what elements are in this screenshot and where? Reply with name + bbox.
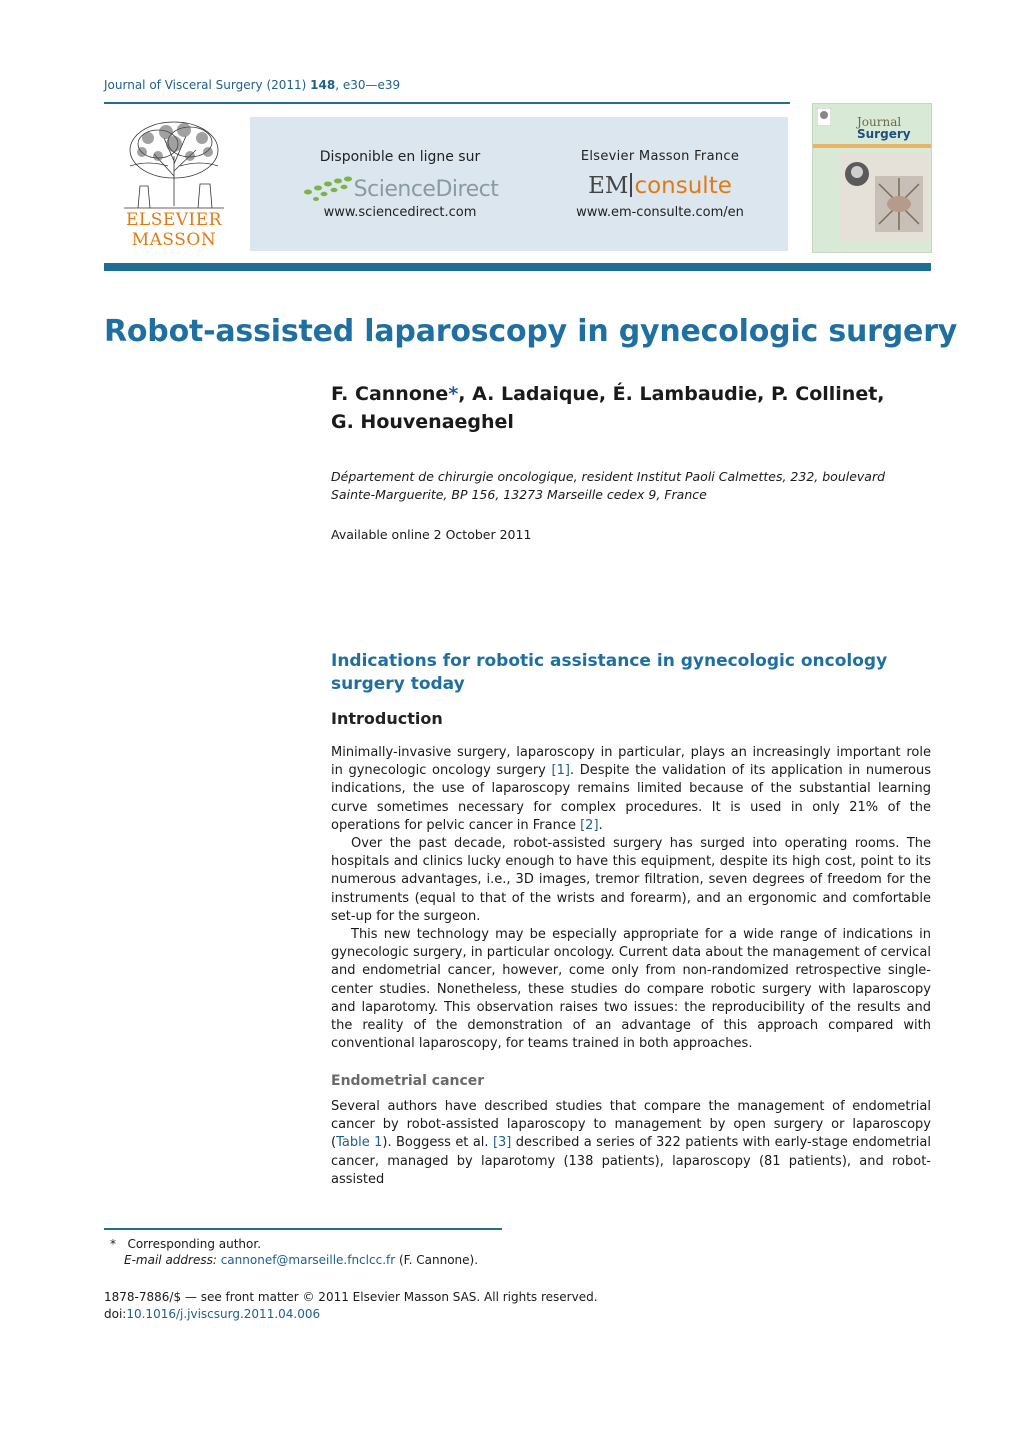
sciencedirect-logo[interactable] (290, 172, 510, 204)
consulte-wordmark: consulte (634, 173, 732, 199)
p4-text-b: ). Boggess et al. (382, 1135, 493, 1151)
journal-name: Journal of Visceral Surgery (2011) (104, 78, 311, 92)
disponible-label: Disponible en ligne sur (319, 149, 481, 165)
p1-text-c: . (598, 817, 603, 833)
cover-title-journal: Journal (857, 115, 902, 129)
journal-pages: , e30—e39 (335, 78, 401, 92)
sciencedirect-url[interactable]: www.sciencedirect.com (323, 205, 477, 220)
issn-copyright: 1878-7886/$ — see front matter © 2011 Elsevier Masson SAS. All rights reserved. (104, 1290, 598, 1304)
email-label: E-mail address: (124, 1253, 221, 1267)
journal-citation[interactable] (104, 78, 400, 92)
cover-illustration (839, 154, 929, 242)
subsection-introduction: Introduction (331, 709, 443, 728)
introduction-body (331, 744, 931, 1053)
endometrial-body (331, 1098, 931, 1189)
footnote-star: * (110, 1237, 116, 1251)
doi-label: doi: (104, 1306, 127, 1321)
paragraph-4 (331, 1098, 931, 1189)
affiliation: Département de chirurgie oncologique, resident Institut Paoli Calmettes, 232, boulevard Sainte-Marguerite, BP 156, 13273 Marseille cedex 9, France (331, 469, 886, 502)
elsevier-word: ELSEVIER (126, 210, 222, 230)
em-consulte-url[interactable]: www.em-consulte.com/en (576, 205, 744, 220)
p1-text-b: . Despite the validation of its application in numerous indications, the use of laparoscopy remains limited because of the substantial learning curve sometimes necessary for complex procedures. It is used in only 21% of the operations for pelvic cancer in France (331, 763, 931, 833)
author-list (331, 380, 931, 436)
corresponding-author-mark[interactable]: * (448, 383, 459, 405)
reference-link-3[interactable]: [3] (492, 1135, 512, 1151)
subsection-endometrial-cancer: Endometrial cancer (331, 1073, 485, 1089)
em-logo-divider (630, 173, 632, 197)
sciencedirect-wordmark: ScienceDirect (353, 177, 499, 202)
email-tail: (F. Cannone). (395, 1253, 479, 1267)
article-title: Robot-assisted laparoscopy in gynecologic surgery (104, 314, 958, 349)
authors-rest[interactable]: , A. Ladaique, É. Lambaudie, P. Collinet, (458, 383, 885, 405)
corresponding-author-footnote (110, 1236, 478, 1268)
elsevier-masson-france-label: Elsevier Masson France (580, 149, 740, 164)
em-wordmark: EM (588, 173, 629, 199)
p1-text-a: Minimally-invasive surgery, laparoscopy in particular, plays an increasingly important role in gynecologic oncology surgery (331, 745, 931, 779)
paragraph-2: Over the past decade, robot-assisted surgery has surged into operating rooms. The hospitals and clinics lucky enough to have this equipment, despite its high cost, point to its numerous advantages, i.e., 3D images, tremor filtration, seven degrees of freedom for the instruments (equal to that of the wrists and forearm), and an ergonomic and comfortable set-up for the surgeon. (331, 836, 931, 924)
p4-text-a: Several authors have described studies that compare the management of endometrial cancer by robot-assisted laparoscopy to management by open surgery or laparoscopy ( (331, 1099, 931, 1151)
front-matter (104, 1289, 598, 1322)
reference-link-1[interactable]: [1] (551, 763, 570, 779)
author-first[interactable]: F. Cannone (331, 383, 449, 405)
section-title: Indications for robotic assistance in gynecologic oncology surgery today (331, 651, 888, 694)
table-link-1[interactable]: Table 1 (336, 1135, 383, 1151)
cover-title (857, 116, 911, 140)
author-last[interactable]: G. Houvenaeghel (331, 411, 514, 433)
reference-link-2[interactable]: [2] (580, 817, 599, 833)
paragraph-1 (331, 744, 931, 835)
footnote-corresponding: Corresponding author. (127, 1237, 262, 1251)
header-rule (104, 102, 790, 104)
p4-text-c: described a series of 322 patients with early-stage endometrial cancer, managed by laparotomy (138 patients), laparoscopy (81 patients), and robot-assisted (331, 1135, 931, 1187)
available-online-date: Available online 2 October 2011 (331, 527, 532, 542)
email-link[interactable]: cannonef@marseille.fnclcc.fr (220, 1253, 396, 1267)
sciencedirect-leaf-icon (302, 172, 354, 202)
journal-volume: 148 (310, 78, 336, 92)
paragraph-3: This new technology may be especially appropriate for a wide range of indications in gynecologic surgery, in particular oncology. Current data about the management of cervical and endometrial cancer, however, come only from non-randomized retrospective single-center studies. Nonetheless, these studies do compare robotic surgery with laparoscopy and laparotomy. This observation raises two issues: the reproducibility of the results and the reality of the demonstration of an advantage of this approach compared with conventional laparoscopy, for teams trained in both approaches. (331, 927, 931, 1052)
footnote-rule (104, 1228, 502, 1230)
cover-stripe (813, 144, 931, 148)
doi-link[interactable]: 10.1016/j.jviscsurg.2011.04.006 (126, 1306, 321, 1321)
elsevier-masson-wordmark[interactable] (104, 210, 244, 250)
cover-title-surgery: Surgery (857, 127, 911, 141)
journal-cover-image[interactable] (812, 103, 932, 253)
cover-publisher-icon (817, 108, 831, 126)
em-consulte-logo[interactable] (560, 173, 760, 199)
availability-banner (250, 117, 788, 251)
masson-word: MASSON (131, 230, 217, 250)
header-thick-rule (104, 263, 931, 271)
